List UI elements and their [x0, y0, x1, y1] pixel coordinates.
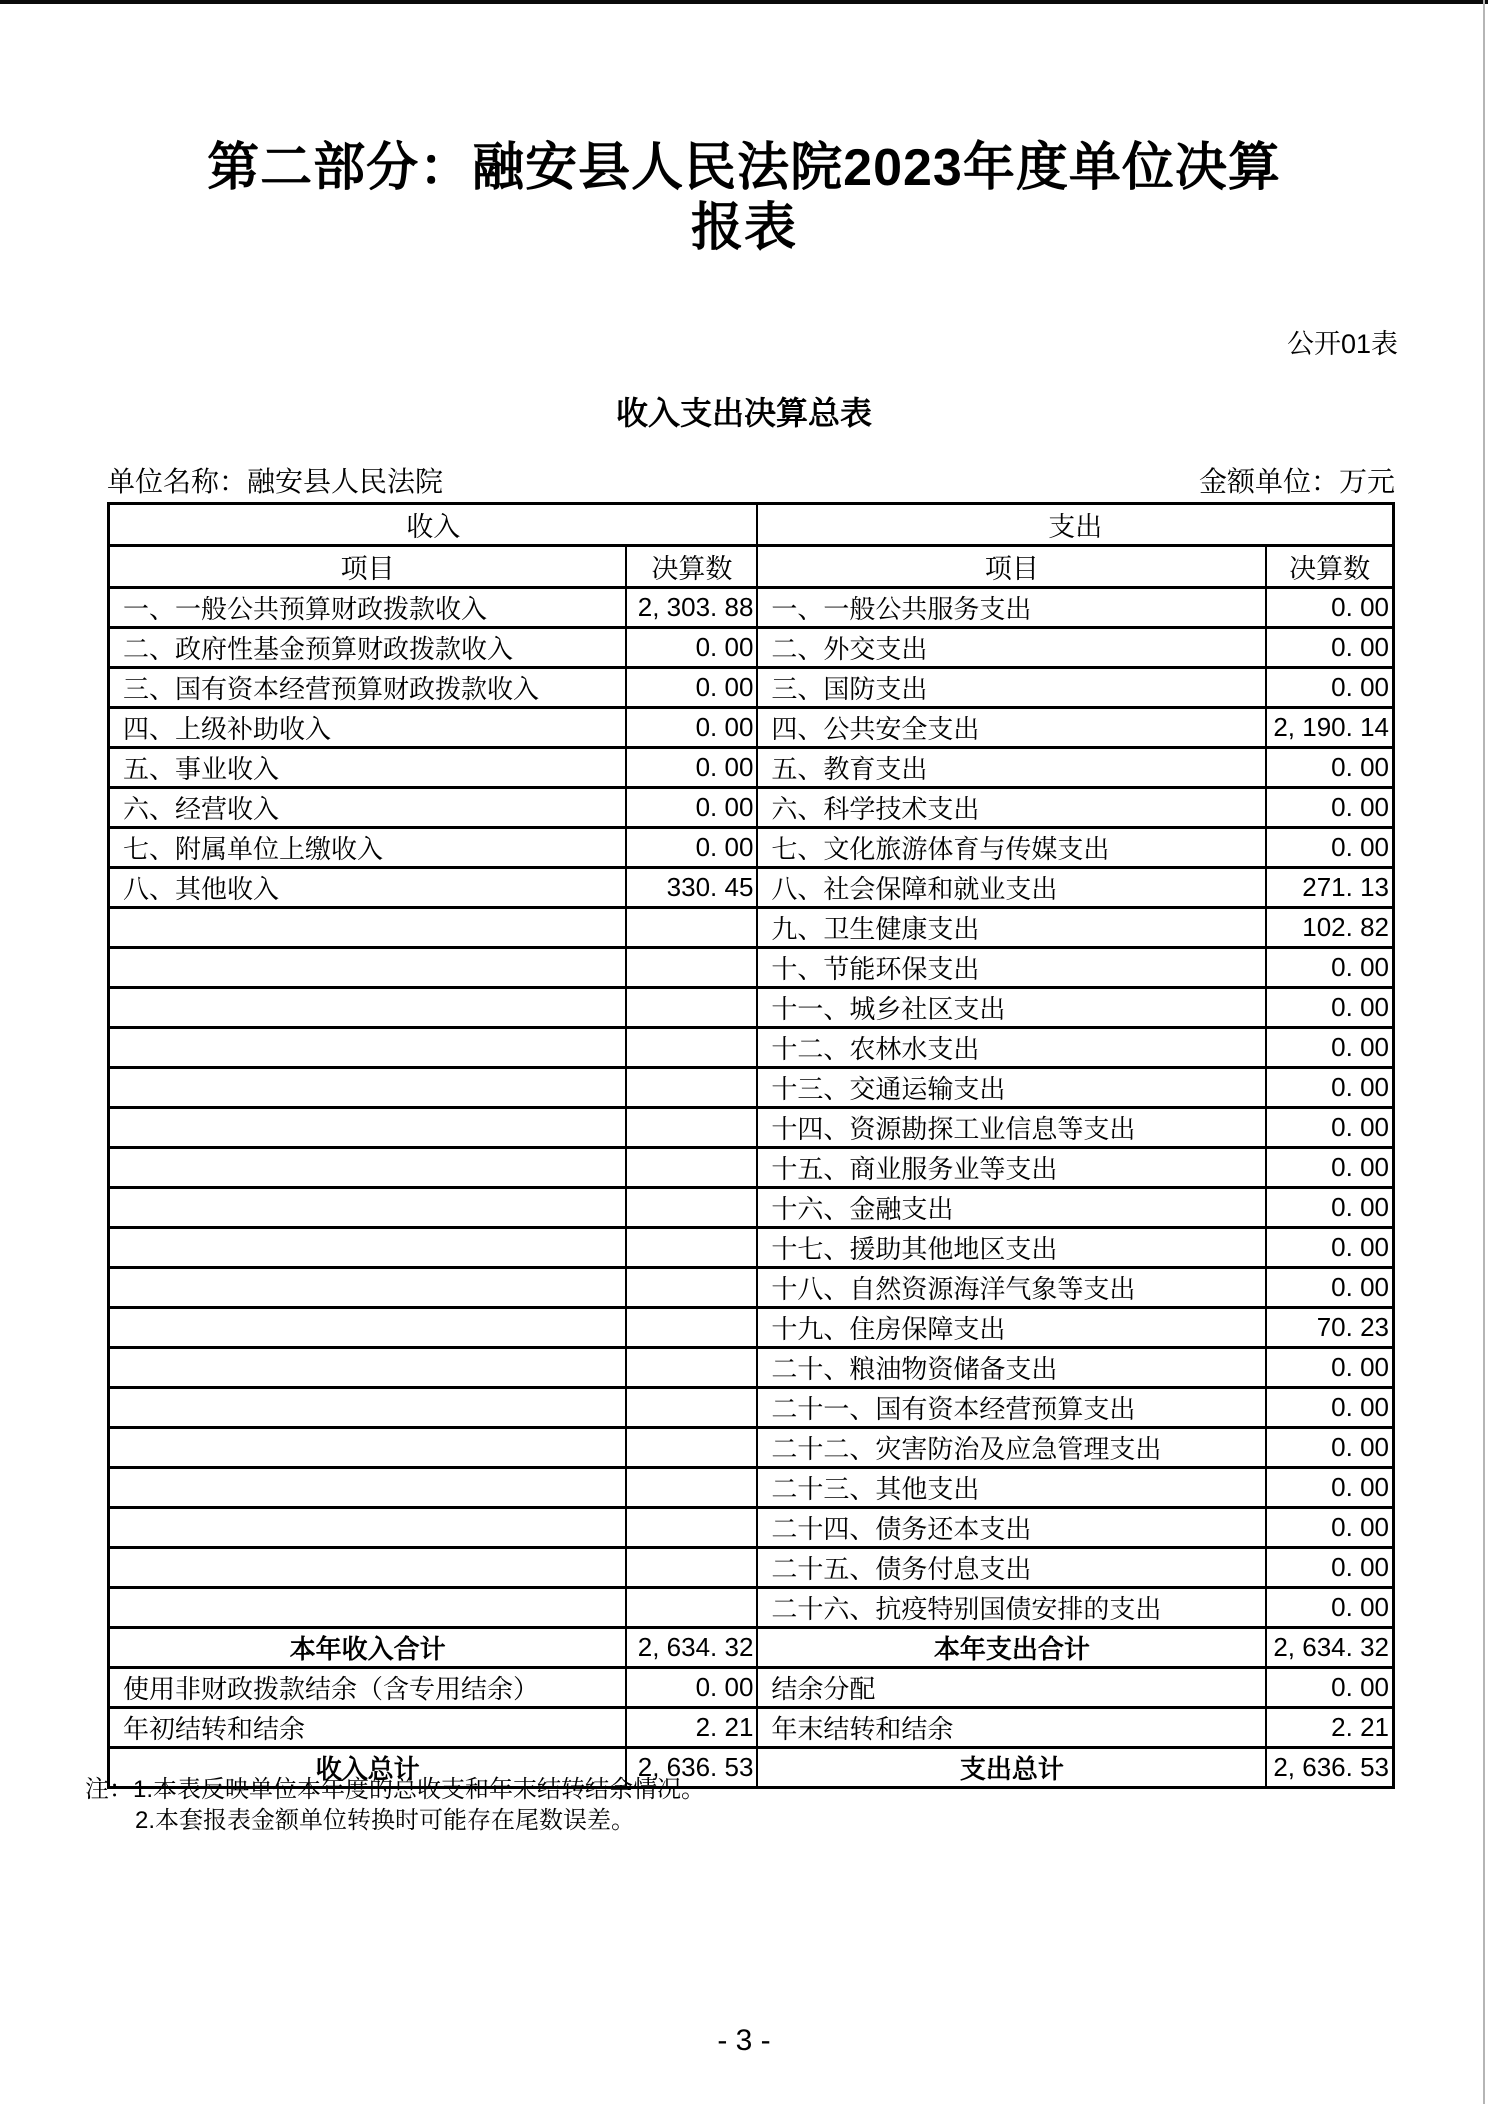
- note-line: 注：1.本表反映单位本年度的总收支和年末结转结余情况。: [85, 1776, 706, 1803]
- expense-item-cell: 二十一、国有资本经营预算支出: [757, 1388, 1266, 1428]
- income-section-header: 收入: [109, 504, 758, 546]
- expense-item-cell: 二十六、抗疫特别国债安排的支出: [757, 1588, 1266, 1628]
- expense-item-cell: 二十二、灾害防治及应急管理支出: [757, 1428, 1266, 1468]
- income-value-cell: [626, 1028, 757, 1068]
- expense-item-cell: 六、科学技术支出: [757, 788, 1266, 828]
- table-row: [109, 788, 1394, 828]
- expense-item-cell: 二、外交支出: [757, 628, 1266, 668]
- income-value-cell: 2. 21: [626, 1708, 757, 1748]
- income-value-cell: 0. 00: [626, 828, 757, 868]
- table-row: [109, 1348, 1394, 1388]
- income-item-cell: [109, 908, 627, 948]
- scan-right-edge: [1483, 0, 1485, 2104]
- expense-value-cell: 2, 190. 14: [1266, 708, 1393, 748]
- expense-item-cell: 十五、商业服务业等支出: [757, 1148, 1266, 1188]
- expense-value-cell: 0. 00: [1266, 948, 1393, 988]
- expense-item-cell: 二十、粮油物资储备支出: [757, 1348, 1266, 1388]
- income-value-cell: 0. 00: [626, 668, 757, 708]
- expense-item-cell: 支出总计: [757, 1748, 1266, 1788]
- expense-item-cell: 结余分配: [757, 1668, 1266, 1708]
- table-title: 收入支出决算总表: [615, 395, 873, 431]
- expense-value-cell: 0. 00: [1266, 1188, 1393, 1228]
- expense-item-cell: 十四、资源勘探工业信息等支出: [757, 1108, 1266, 1148]
- income-item-cell: [109, 1148, 627, 1188]
- expense-value-cell: 0. 00: [1266, 588, 1393, 628]
- table-column-header-row: [109, 546, 1394, 588]
- income-item-cell: [109, 1428, 627, 1468]
- table-row: [109, 1428, 1394, 1468]
- table-row: [109, 828, 1394, 868]
- income-item-cell: 一、一般公共预算财政拨款收入: [109, 588, 627, 628]
- expense-value-cell: 0. 00: [1266, 1468, 1393, 1508]
- table-row: [109, 588, 1394, 628]
- page-title: 第二部分：融安县人民法院2023年度单位决算报表: [207, 139, 1281, 257]
- table-row: [109, 1188, 1394, 1228]
- income-value-cell: [626, 908, 757, 948]
- income-item-cell: [109, 1388, 627, 1428]
- income-value-cell: 2, 636. 53: [626, 1748, 757, 1788]
- expense-value-cell: 0. 00: [1266, 1548, 1393, 1588]
- income-value-cell: [626, 1468, 757, 1508]
- income-item-cell: 二、政府性基金预算财政拨款收入: [109, 628, 627, 668]
- income-item-cell: 六、经营收入: [109, 788, 627, 828]
- income-item-cell: 年初结转和结余: [109, 1708, 627, 1748]
- expense-item-cell: 十七、援助其他地区支出: [757, 1228, 1266, 1268]
- income-value-cell: [626, 1588, 757, 1628]
- expense-item-header: 项目: [757, 546, 1266, 588]
- table-row: [109, 1708, 1394, 1748]
- table-row: [109, 1028, 1394, 1068]
- expense-value-cell: 0. 00: [1266, 1268, 1393, 1308]
- income-item-cell: 八、其他收入: [109, 868, 627, 908]
- income-item-header: 项目: [109, 546, 627, 588]
- income-item-cell: [109, 1308, 627, 1348]
- income-value-cell: 330. 45: [626, 868, 757, 908]
- expense-value-cell: 0. 00: [1266, 1588, 1393, 1628]
- expense-value-cell: 0. 00: [1266, 1428, 1393, 1468]
- expense-item-cell: 十九、住房保障支出: [757, 1308, 1266, 1348]
- expense-value-cell: 0. 00: [1266, 1388, 1393, 1428]
- income-expense-table: [107, 502, 1395, 1789]
- expense-item-cell: 十二、农林水支出: [757, 1028, 1266, 1068]
- income-value-cell: 0. 00: [626, 628, 757, 668]
- table-row: [109, 1508, 1394, 1548]
- income-item-cell: [109, 1108, 627, 1148]
- table-row: [109, 668, 1394, 708]
- income-item-cell: [109, 1468, 627, 1508]
- table-row: [109, 868, 1394, 908]
- expense-value-cell: 102. 82: [1266, 908, 1393, 948]
- note-line: 2.本套报表金额单位转换时可能存在尾数误差。: [135, 1807, 636, 1834]
- expense-value-cell: 70. 23: [1266, 1308, 1393, 1348]
- income-item-cell: 三、国有资本经营预算财政拨款收入: [109, 668, 627, 708]
- income-value-cell: 0. 00: [626, 1668, 757, 1708]
- table-row: [109, 1628, 1394, 1668]
- income-item-cell: 七、附属单位上缴收入: [109, 828, 627, 868]
- expense-value-cell: 0. 00: [1266, 788, 1393, 828]
- expense-value-cell: 0. 00: [1266, 748, 1393, 788]
- expense-item-cell: 一、一般公共服务支出: [757, 588, 1266, 628]
- table-row: [109, 1108, 1394, 1148]
- income-value-cell: 0. 00: [626, 748, 757, 788]
- expense-value-cell: 2. 21: [1266, 1708, 1393, 1748]
- table-row: [109, 1228, 1394, 1268]
- table-row: [109, 1068, 1394, 1108]
- income-item-cell: 收入总计: [109, 1748, 627, 1788]
- income-item-cell: [109, 1588, 627, 1628]
- income-item-cell: 四、上级补助收入: [109, 708, 627, 748]
- expense-value-cell: 0. 00: [1266, 1148, 1393, 1188]
- table-row: [109, 1548, 1394, 1588]
- table-row: [109, 1588, 1394, 1628]
- expense-item-cell: 十八、自然资源海洋气象等支出: [757, 1268, 1266, 1308]
- expense-item-cell: 五、教育支出: [757, 748, 1266, 788]
- income-item-cell: [109, 1268, 627, 1308]
- income-item-cell: 五、事业收入: [109, 748, 627, 788]
- table-section-header-row: [109, 504, 1394, 546]
- income-item-cell: 本年收入合计: [109, 1628, 627, 1668]
- table-row: [109, 948, 1394, 988]
- table-notes: [85, 1774, 705, 1836]
- table-row: [109, 1268, 1394, 1308]
- expense-item-cell: 十三、交通运输支出: [757, 1068, 1266, 1108]
- income-item-cell: [109, 1228, 627, 1268]
- table-row: [109, 1388, 1394, 1428]
- income-value-cell: [626, 1228, 757, 1268]
- expense-amount-header: 决算数: [1266, 546, 1393, 588]
- income-value-cell: [626, 1548, 757, 1588]
- expense-value-cell: 0. 00: [1266, 1028, 1393, 1068]
- expense-item-cell: 十六、金融支出: [757, 1188, 1266, 1228]
- expense-value-cell: 271. 13: [1266, 868, 1393, 908]
- table-row: [109, 1468, 1394, 1508]
- income-value-cell: [626, 1348, 757, 1388]
- income-value-cell: [626, 1068, 757, 1108]
- table-row: [109, 708, 1394, 748]
- expense-value-cell: 0. 00: [1266, 1508, 1393, 1548]
- income-item-cell: [109, 1068, 627, 1108]
- expense-item-cell: 四、公共安全支出: [757, 708, 1266, 748]
- table-row: [109, 1668, 1394, 1708]
- income-value-cell: [626, 1308, 757, 1348]
- expense-value-cell: 0. 00: [1266, 828, 1393, 868]
- income-value-cell: [626, 948, 757, 988]
- expense-item-cell: 九、卫生健康支出: [757, 908, 1266, 948]
- income-value-cell: [626, 1428, 757, 1468]
- unit-name-label: 单位名称：融安县人民法院: [107, 466, 444, 497]
- income-value-cell: [626, 1508, 757, 1548]
- expense-value-cell: 0. 00: [1266, 1348, 1393, 1388]
- income-value-cell: 2, 303. 88: [626, 588, 757, 628]
- income-item-cell: 使用非财政拨款结余（含专用结余）: [109, 1668, 627, 1708]
- form-code-label: 公开01表: [1286, 329, 1398, 359]
- amount-unit-label: 金额单位：万元: [1198, 466, 1395, 497]
- income-item-cell: [109, 948, 627, 988]
- income-item-cell: [109, 1188, 627, 1228]
- table-row: [109, 988, 1394, 1028]
- expense-value-cell: 0. 00: [1266, 628, 1393, 668]
- income-value-cell: 0. 00: [626, 708, 757, 748]
- income-value-cell: 2, 634. 32: [626, 1628, 757, 1668]
- expense-value-cell: 2, 634. 32: [1266, 1628, 1393, 1668]
- expense-value-cell: 2, 636. 53: [1266, 1748, 1393, 1788]
- table-row: [109, 1308, 1394, 1348]
- expense-item-cell: 本年支出合计: [757, 1628, 1266, 1668]
- expense-item-cell: 八、社会保障和就业支出: [757, 868, 1266, 908]
- expense-value-cell: 0. 00: [1266, 988, 1393, 1028]
- income-item-cell: [109, 988, 627, 1028]
- income-value-cell: 0. 00: [626, 788, 757, 828]
- expense-value-cell: 0. 00: [1266, 668, 1393, 708]
- table-row: [109, 628, 1394, 668]
- expense-item-cell: 三、国防支出: [757, 668, 1266, 708]
- expense-item-cell: 二十四、债务还本支出: [757, 1508, 1266, 1548]
- page-number: - 3 -: [717, 2024, 771, 2057]
- income-item-cell: [109, 1348, 627, 1388]
- expense-value-cell: 0. 00: [1266, 1108, 1393, 1148]
- table-meta-row: [107, 460, 1395, 500]
- income-item-cell: [109, 1548, 627, 1588]
- expense-item-cell: 十、节能环保支出: [757, 948, 1266, 988]
- income-value-cell: [626, 1388, 757, 1428]
- income-value-cell: [626, 1108, 757, 1148]
- income-item-cell: [109, 1028, 627, 1068]
- expense-value-cell: 0. 00: [1266, 1228, 1393, 1268]
- income-item-cell: [109, 1508, 627, 1548]
- expense-item-cell: 二十五、债务付息支出: [757, 1548, 1266, 1588]
- expense-item-cell: 年末结转和结余: [757, 1708, 1266, 1748]
- income-value-cell: [626, 1188, 757, 1228]
- expense-value-cell: 0. 00: [1266, 1068, 1393, 1108]
- expense-item-cell: 七、文化旅游体育与传媒支出: [757, 828, 1266, 868]
- expense-item-cell: 十一、城乡社区支出: [757, 988, 1266, 1028]
- income-value-cell: [626, 988, 757, 1028]
- table-row: [109, 1148, 1394, 1188]
- income-amount-header: 决算数: [626, 546, 757, 588]
- expense-value-cell: 0. 00: [1266, 1668, 1393, 1708]
- expense-section-header: 支出: [757, 504, 1393, 546]
- income-value-cell: [626, 1268, 757, 1308]
- scan-top-bar: [0, 0, 1488, 4]
- income-value-cell: [626, 1148, 757, 1188]
- table-row: [109, 908, 1394, 948]
- expense-item-cell: 二十三、其他支出: [757, 1468, 1266, 1508]
- table-row: [109, 748, 1394, 788]
